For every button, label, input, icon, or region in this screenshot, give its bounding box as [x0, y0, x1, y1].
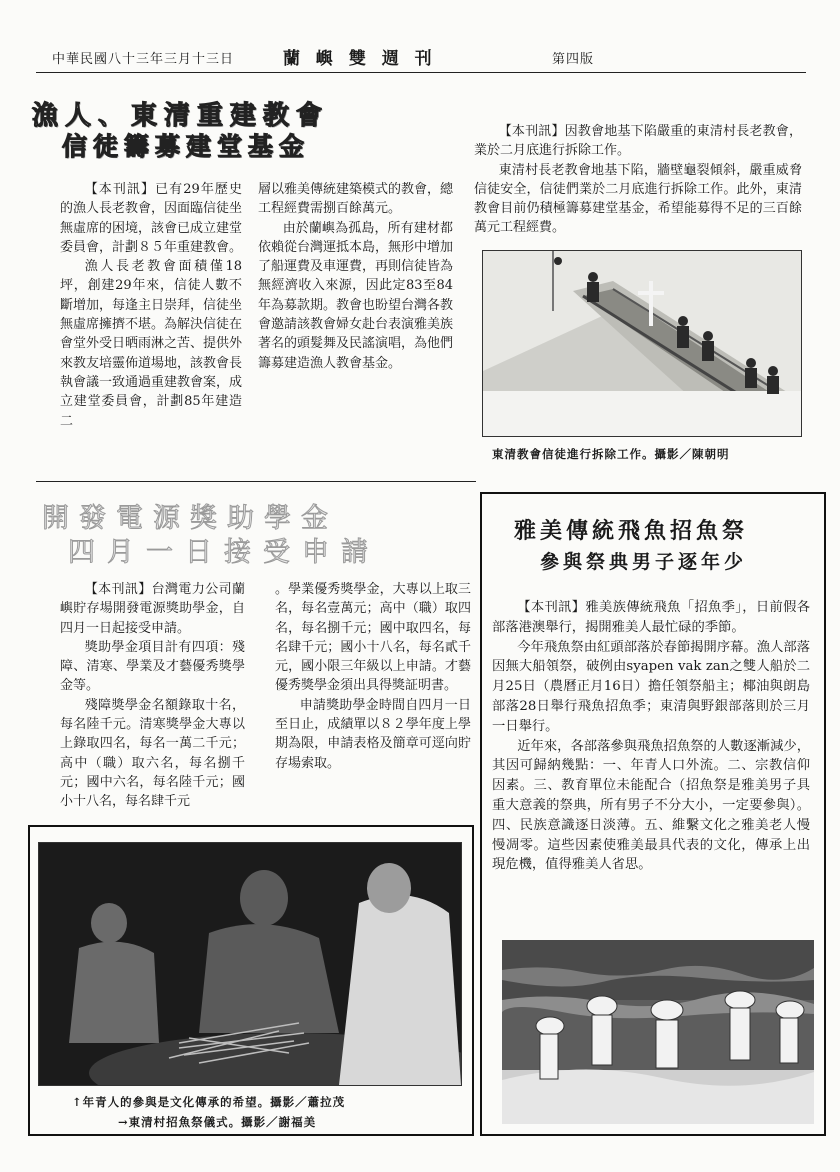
newspaper-title: 蘭 嶼 雙 週 刊: [283, 49, 437, 69]
article2-headline-2: 四月一日接受申請: [68, 537, 380, 568]
header-date: 中華民國八十三年三月十三日: [52, 52, 235, 67]
paragraph: 東清村長老教會地基下陷，牆壁龜裂傾斜，嚴重威脅信徒安全，信徒們業於二月底進行拆除工作。此外，東清教會目前仍積極籌募建堂基金，希望能募得不足的三百餘萬元工程經費。: [474, 162, 802, 236]
youth-photo-caption-2: →東清村招魚祭儀式。攝影／謝福美: [118, 1115, 317, 1129]
section-rule: [36, 481, 476, 482]
paragraph: 申請獎助學金時間自四月一日至日止，成績單以８２學年度上學期為限，申請表格及簡章可逕向貯存場索取。: [275, 697, 471, 771]
article2-col1: [60, 580, 245, 812]
article1-headline-1: 漁人、東清重建教會: [32, 101, 330, 131]
paragraph: 。學業優秀獎學金，大專以上取三名，每名壹萬元；高中（職）取四名，每名捌千元；國中取四名，每名肆千元；國小十八名，每名貳千元，國小限三年級以上申請。才藝優秀獎學金須出具得獎証明書。: [275, 582, 471, 694]
paragraph: 漁人長老教會面積僅18坪，創建29年來，信徒人數不斷增加，每逢主日崇拜，信徒坐無虛席擁擠不堪。為解決信徒在會堂外受日晒雨淋之苦、提供外來教友培靈佈道場地，該教會長執會議一致通過重建教會案，成立建堂委員會，計劃85年建造二: [60, 259, 243, 429]
paragraph: 近年來，各部落參與飛魚招魚祭的人數逐漸減少，其因可歸納幾點：一、年青人口外流。二、宗教信仰因素。三、教育單位未能配合（招魚祭是雅美男子具重大意義的祭典，所有男子不分大小，一定要參與）。四、民族意識逐日淡薄。五、維繫文化之雅美老人慢慢凋零。這些因素使雅美最具代表的文化，傳承上出現危機，值得雅美人省思。: [492, 738, 810, 873]
article3-body: [492, 598, 810, 875]
article1-col3: [474, 122, 802, 238]
church-demolition-image: [483, 251, 801, 436]
article2-col2: [275, 580, 471, 773]
page-number: 第四版: [552, 52, 595, 67]
paragraph: 【本刊訊】已有29年歷史的漁人長老教會，因面臨信徒坐無虛席的困境，該會已成立建堂委員會，計劃８５年重建教會。: [60, 182, 243, 255]
youth-photo-caption-1: ↑年青人的參與是文化傳承的希望。攝影／蕭拉茂: [72, 1095, 346, 1109]
paragraph: 【本刊訊】雅美族傳統飛魚「招魚季」，日前假各部落港澳舉行，揭開雅美人最忙碌的季節。: [492, 600, 810, 635]
article1-headline-2: 信徒籌募建堂基金: [62, 132, 311, 161]
paragraph: 殘障獎學金名額錄取十名，每名陸千元。清寒獎學金大專以上錄取四名，每名一萬二千元；高中（職）取六名，每名捌千元；國中六名，每名陸千元；國小十八名，每名肆千元: [60, 697, 245, 810]
paragraph: 獎助學金項目計有四項：殘障、清寒、學業及才藝優秀獎學金等。: [60, 639, 245, 694]
paragraph: 層以雅美傳統建築模式的教會，總工程經費需捌百餘萬元。: [258, 182, 454, 217]
article1-col1: [60, 180, 242, 431]
paragraph: 【本刊訊】台灣電力公司蘭嶼貯存場開發電源獎助學金，自四月一日起接受申請。: [60, 582, 245, 636]
church-demolition-photo: [482, 250, 802, 437]
paragraph: 由於蘭嶼為孤島，所有建材都依賴從台灣運抵本島，無形中增加了船運費及車運費，再則信徒皆為無經濟收入來源，因此定83至84年為募款期。教會也盼望台灣各教會邀請該教會婦女赴台表演雅美族著名的頭髮舞及民謠演唱，為他們籌募建造漁人教會基金。: [258, 220, 454, 371]
church-photo-caption: 東清教會信徒進行拆除工作。攝影／陳朝明: [492, 447, 730, 461]
paragraph: 今年飛魚祭由紅頭部落於春節揭開序幕。漁人部落因無大船領祭，破例由syapen vak zan之雙人船於二月25日（農曆正月16日）擔任領祭船主；椰油與朗島部落28日舉行飛魚招魚季；東清與野銀部落則於三月一日舉行。: [492, 639, 810, 734]
article1-col2: [258, 180, 453, 373]
fish-ritual-image: [502, 940, 814, 1124]
paragraph: 【本刊訊】因教會地基下陷嚴重的東清村長老教會，業於二月底進行拆除工作。: [474, 124, 802, 159]
article3-headline-2: 參與祭典男子逐年少: [540, 551, 748, 573]
youth-ritual-image: [39, 843, 461, 1085]
article2-headline-1: 開發電源獎助學金: [42, 503, 338, 534]
masthead-rule: [36, 72, 806, 73]
article3-headline-1: 雅美傳統飛魚招魚祭: [514, 518, 749, 544]
youth-ritual-photo: [38, 842, 462, 1086]
fish-ritual-photo: [502, 940, 814, 1124]
